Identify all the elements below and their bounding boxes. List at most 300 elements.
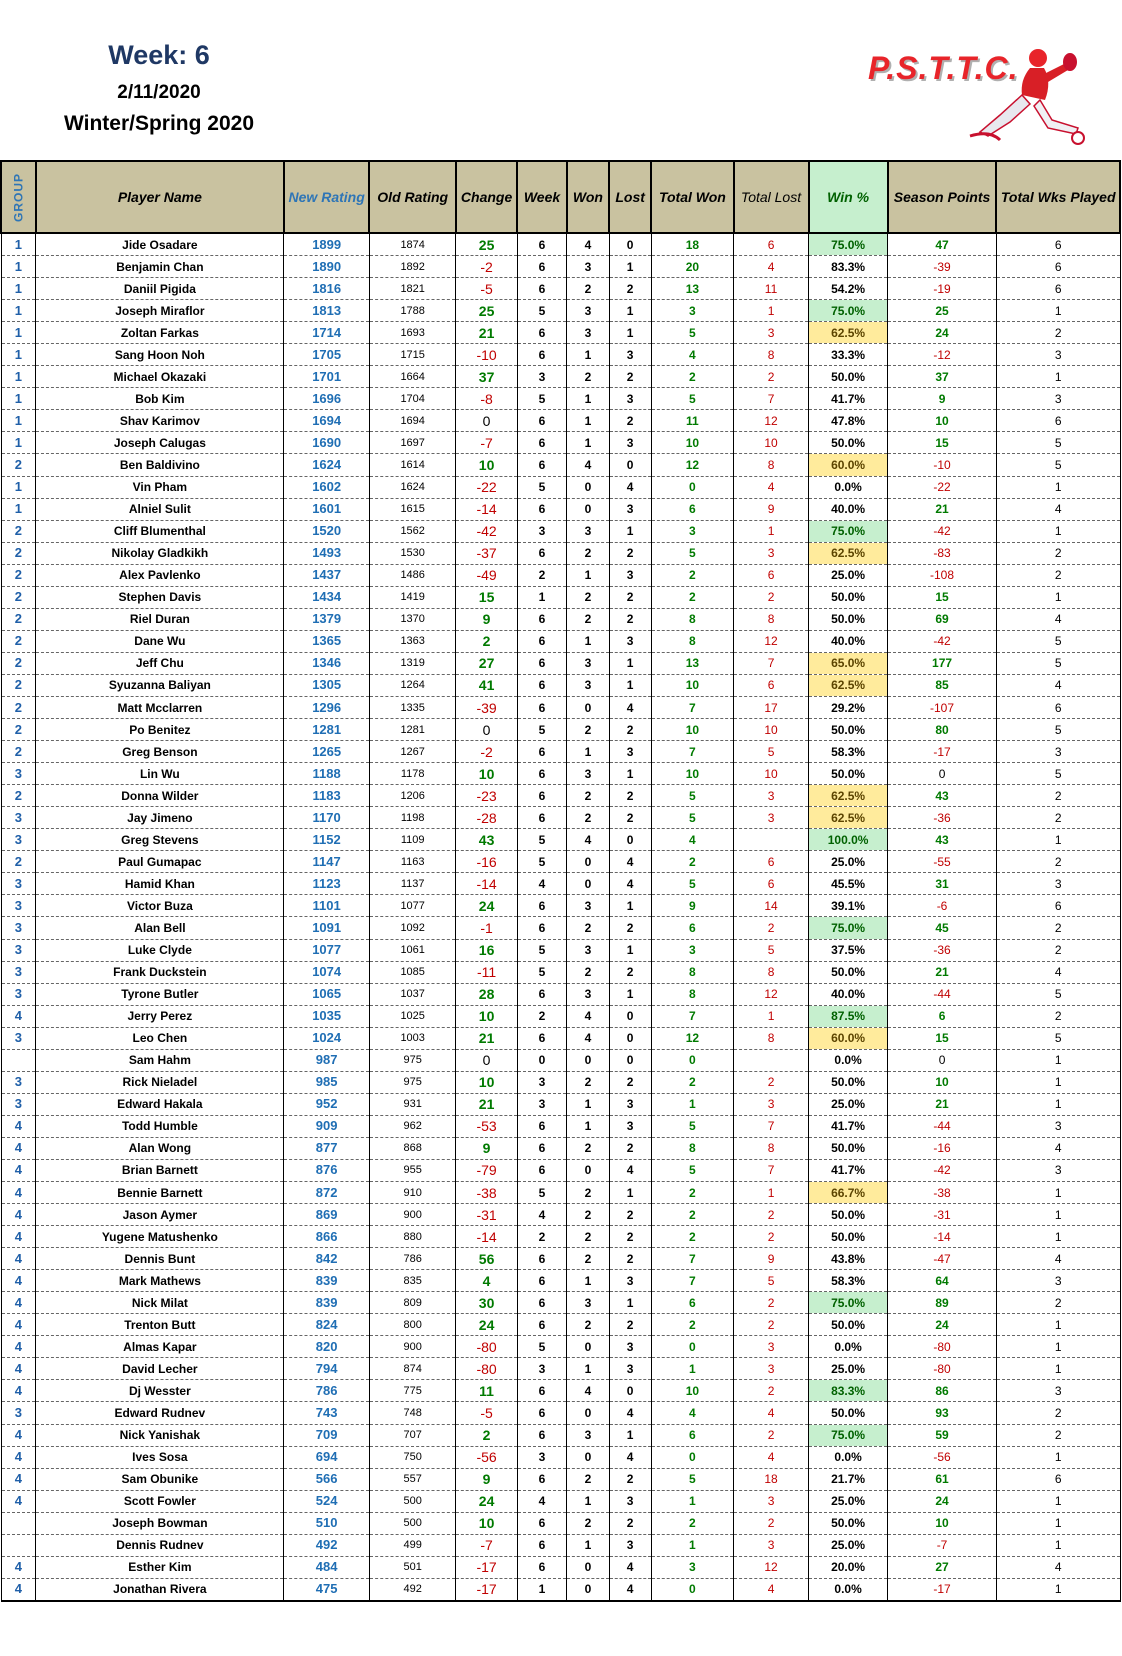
win-percent-cell: 50.0% bbox=[809, 366, 888, 388]
total-weeks-cell: 1 bbox=[996, 1071, 1120, 1093]
lost-cell: 0 bbox=[609, 1049, 651, 1071]
season-points-cell: 45 bbox=[888, 917, 997, 939]
table-row[interactable] bbox=[1, 741, 1120, 763]
week-cell: 1 bbox=[517, 586, 567, 608]
player-name-cell: Lin Wu bbox=[36, 763, 284, 785]
player-name-cell: Sam Obunike bbox=[36, 1468, 284, 1490]
col-header-old-rating[interactable]: Old Rating bbox=[369, 161, 456, 233]
table-row[interactable] bbox=[1, 1115, 1120, 1137]
total-won-cell: 10 bbox=[651, 763, 733, 785]
change-cell: -2 bbox=[456, 741, 517, 763]
table-row[interactable] bbox=[1, 388, 1120, 410]
table-row[interactable] bbox=[1, 564, 1120, 586]
change-cell: -80 bbox=[456, 1336, 517, 1358]
new-rating-cell: 475 bbox=[284, 1578, 370, 1601]
week-cell: 6 bbox=[517, 1314, 567, 1336]
old-rating-cell: 931 bbox=[369, 1093, 456, 1115]
new-rating-cell: 824 bbox=[284, 1314, 370, 1336]
week-cell: 6 bbox=[517, 1424, 567, 1446]
group-cell: 4 bbox=[1, 1424, 36, 1446]
table-row[interactable] bbox=[1, 1204, 1120, 1226]
win-percent-cell: 25.0% bbox=[809, 851, 888, 873]
lost-cell: 2 bbox=[609, 586, 651, 608]
total-weeks-cell: 2 bbox=[996, 1424, 1120, 1446]
win-percent-cell: 62.5% bbox=[809, 322, 888, 344]
table-row[interactable] bbox=[1, 961, 1120, 983]
old-rating-cell: 1693 bbox=[369, 322, 456, 344]
col-header-total-lost[interactable]: Total Lost bbox=[734, 161, 809, 233]
won-cell: 4 bbox=[567, 233, 609, 256]
group-cell: 4 bbox=[1, 1204, 36, 1226]
total-weeks-cell: 2 bbox=[996, 807, 1120, 829]
old-rating-cell: 900 bbox=[369, 1336, 456, 1358]
col-header-group[interactable]: GROUP bbox=[1, 161, 36, 233]
table-row[interactable] bbox=[1, 1071, 1120, 1093]
table-row[interactable] bbox=[1, 939, 1120, 961]
table-row[interactable] bbox=[1, 1380, 1120, 1402]
week-cell: 5 bbox=[517, 851, 567, 873]
won-cell: 1 bbox=[567, 741, 609, 763]
lost-cell: 1 bbox=[609, 895, 651, 917]
table-row[interactable] bbox=[1, 256, 1120, 278]
lost-cell: 2 bbox=[609, 917, 651, 939]
table-row[interactable] bbox=[1, 829, 1120, 851]
table-row[interactable] bbox=[1, 1402, 1120, 1424]
table-row[interactable] bbox=[1, 851, 1120, 873]
week-cell: 3 bbox=[517, 366, 567, 388]
win-percent-cell: 50.0% bbox=[809, 719, 888, 741]
table-row[interactable] bbox=[1, 630, 1120, 652]
table-row[interactable] bbox=[1, 917, 1120, 939]
old-rating-cell: 1137 bbox=[369, 873, 456, 895]
table-row[interactable] bbox=[1, 1159, 1120, 1181]
won-cell: 4 bbox=[567, 1005, 609, 1027]
total-weeks-cell: 6 bbox=[996, 696, 1120, 718]
group-cell: 4 bbox=[1, 1380, 36, 1402]
won-cell: 2 bbox=[567, 1512, 609, 1534]
won-cell: 0 bbox=[567, 1578, 609, 1601]
table-row[interactable] bbox=[1, 366, 1120, 388]
total-lost-cell: 1 bbox=[734, 1182, 809, 1204]
total-weeks-cell: 2 bbox=[996, 322, 1120, 344]
new-rating-cell: 987 bbox=[284, 1049, 370, 1071]
old-rating-cell: 975 bbox=[369, 1049, 456, 1071]
table-row[interactable] bbox=[1, 1512, 1120, 1534]
col-header-change[interactable]: Change bbox=[456, 161, 517, 233]
table-row[interactable] bbox=[1, 1468, 1120, 1490]
table-row[interactable] bbox=[1, 1005, 1120, 1027]
won-cell: 2 bbox=[567, 719, 609, 741]
total-won-cell: 8 bbox=[651, 983, 733, 1005]
old-rating-cell: 1624 bbox=[369, 476, 456, 498]
table-row[interactable] bbox=[1, 895, 1120, 917]
old-rating-cell: 1530 bbox=[369, 542, 456, 564]
total-weeks-cell: 3 bbox=[996, 1115, 1120, 1137]
change-cell: 21 bbox=[456, 322, 517, 344]
table-row[interactable] bbox=[1, 696, 1120, 718]
total-lost-cell: 4 bbox=[734, 256, 809, 278]
week-cell: 6 bbox=[517, 278, 567, 300]
won-cell: 1 bbox=[567, 1093, 609, 1115]
total-won-cell: 10 bbox=[651, 432, 733, 454]
new-rating-cell: 1170 bbox=[284, 807, 370, 829]
lost-cell: 3 bbox=[609, 741, 651, 763]
table-row[interactable] bbox=[1, 1490, 1120, 1512]
table-row[interactable] bbox=[1, 1292, 1120, 1314]
group-cell: 3 bbox=[1, 763, 36, 785]
win-percent-cell: 75.0% bbox=[809, 520, 888, 542]
lost-cell: 2 bbox=[609, 278, 651, 300]
total-won-cell: 5 bbox=[651, 873, 733, 895]
table-row[interactable] bbox=[1, 1556, 1120, 1578]
total-weeks-cell: 5 bbox=[996, 652, 1120, 674]
new-rating-cell: 1434 bbox=[284, 586, 370, 608]
player-name-cell: Trenton Butt bbox=[36, 1314, 284, 1336]
win-percent-cell: 87.5% bbox=[809, 1005, 888, 1027]
player-name-cell: Mark Mathews bbox=[36, 1270, 284, 1292]
total-won-cell: 18 bbox=[651, 233, 733, 256]
win-percent-cell: 50.0% bbox=[809, 1314, 888, 1336]
lost-cell: 3 bbox=[609, 630, 651, 652]
total-won-cell: 13 bbox=[651, 652, 733, 674]
total-won-cell: 5 bbox=[651, 785, 733, 807]
total-weeks-cell: 2 bbox=[996, 785, 1120, 807]
table-row[interactable] bbox=[1, 1137, 1120, 1159]
table-row[interactable] bbox=[1, 983, 1120, 1005]
group-cell: 2 bbox=[1, 741, 36, 763]
win-percent-cell: 50.0% bbox=[809, 432, 888, 454]
total-won-cell: 4 bbox=[651, 829, 733, 851]
lost-cell: 1 bbox=[609, 983, 651, 1005]
player-name-cell: Jerry Perez bbox=[36, 1005, 284, 1027]
week-cell: 6 bbox=[517, 1137, 567, 1159]
table-row[interactable] bbox=[1, 278, 1120, 300]
total-weeks-cell: 3 bbox=[996, 344, 1120, 366]
col-header-win-percent[interactable]: Win % bbox=[809, 161, 888, 233]
lost-cell: 4 bbox=[609, 1578, 651, 1601]
lost-cell: 1 bbox=[609, 300, 651, 322]
col-header-week[interactable]: Week bbox=[517, 161, 567, 233]
total-won-cell: 2 bbox=[651, 366, 733, 388]
new-rating-cell: 1077 bbox=[284, 939, 370, 961]
total-lost-cell: 2 bbox=[734, 586, 809, 608]
total-weeks-cell: 1 bbox=[996, 1314, 1120, 1336]
week-cell: 6 bbox=[517, 1512, 567, 1534]
table-row[interactable] bbox=[1, 1270, 1120, 1292]
total-weeks-cell: 5 bbox=[996, 432, 1120, 454]
won-cell: 1 bbox=[567, 388, 609, 410]
col-header-player-name[interactable]: Player Name bbox=[36, 161, 284, 233]
old-rating-cell: 1370 bbox=[369, 608, 456, 630]
season-points-cell: 10 bbox=[888, 1071, 997, 1093]
total-lost-cell: 9 bbox=[734, 1248, 809, 1270]
week-cell: 3 bbox=[517, 1093, 567, 1115]
table-row[interactable] bbox=[1, 300, 1120, 322]
total-won-cell: 2 bbox=[651, 1512, 733, 1534]
table-row[interactable] bbox=[1, 498, 1120, 520]
total-lost-cell: 3 bbox=[734, 1336, 809, 1358]
lost-cell: 4 bbox=[609, 1556, 651, 1578]
table-row[interactable] bbox=[1, 1424, 1120, 1446]
player-name-cell: Edward Rudnev bbox=[36, 1402, 284, 1424]
total-weeks-cell: 6 bbox=[996, 256, 1120, 278]
change-cell: 15 bbox=[456, 586, 517, 608]
player-name-cell: Jide Osadare bbox=[36, 233, 284, 256]
total-won-cell: 5 bbox=[651, 322, 733, 344]
week-cell: 4 bbox=[517, 873, 567, 895]
player-name-cell: Shav Karimov bbox=[36, 410, 284, 432]
player-name-cell: Hamid Khan bbox=[36, 873, 284, 895]
old-rating-cell: 1874 bbox=[369, 233, 456, 256]
table-row[interactable] bbox=[1, 586, 1120, 608]
group-cell bbox=[1, 1049, 36, 1071]
total-weeks-cell: 4 bbox=[996, 674, 1120, 696]
table-row[interactable] bbox=[1, 233, 1120, 256]
week-title: Week: 6 bbox=[108, 40, 210, 70]
table-row[interactable] bbox=[1, 1027, 1120, 1049]
total-lost-cell: 5 bbox=[734, 939, 809, 961]
player-name-cell: Tyrone Butler bbox=[36, 983, 284, 1005]
win-percent-cell: 21.7% bbox=[809, 1468, 888, 1490]
table-row[interactable] bbox=[1, 763, 1120, 785]
season-points-cell: 21 bbox=[888, 498, 997, 520]
total-won-cell: 10 bbox=[651, 719, 733, 741]
won-cell: 3 bbox=[567, 939, 609, 961]
lost-cell: 4 bbox=[609, 851, 651, 873]
player-name-cell: Jay Jimeno bbox=[36, 807, 284, 829]
table-row[interactable] bbox=[1, 652, 1120, 674]
logo-text: P.S.T.T.C. bbox=[868, 50, 1019, 86]
total-won-cell: 8 bbox=[651, 1137, 733, 1159]
player-name-cell: Rick Nieladel bbox=[36, 1071, 284, 1093]
table-row[interactable] bbox=[1, 432, 1120, 454]
total-lost-cell: 7 bbox=[734, 1159, 809, 1181]
total-lost-cell: 6 bbox=[734, 851, 809, 873]
table-row[interactable] bbox=[1, 1314, 1120, 1336]
total-lost-cell: 3 bbox=[734, 785, 809, 807]
change-cell: -5 bbox=[456, 278, 517, 300]
table-row[interactable] bbox=[1, 1182, 1120, 1204]
table-row[interactable] bbox=[1, 1578, 1120, 1601]
table-row[interactable] bbox=[1, 785, 1120, 807]
group-cell: 2 bbox=[1, 542, 36, 564]
total-won-cell: 5 bbox=[651, 807, 733, 829]
total-won-cell: 0 bbox=[651, 1578, 733, 1601]
total-lost-cell bbox=[734, 829, 809, 851]
win-percent-cell: 41.7% bbox=[809, 1159, 888, 1181]
player-name-cell: Joseph Calugas bbox=[36, 432, 284, 454]
table-row[interactable] bbox=[1, 1049, 1120, 1071]
group-cell: 2 bbox=[1, 454, 36, 476]
old-rating-cell: 1109 bbox=[369, 829, 456, 851]
won-cell: 2 bbox=[567, 608, 609, 630]
player-name-cell: Paul Gumapac bbox=[36, 851, 284, 873]
total-lost-cell: 12 bbox=[734, 1556, 809, 1578]
col-header-total-won[interactable]: Total Won bbox=[651, 161, 733, 233]
col-header-new-rating[interactable]: New Rating bbox=[284, 161, 370, 233]
win-percent-cell: 25.0% bbox=[809, 1534, 888, 1556]
group-cell: 4 bbox=[1, 1446, 36, 1468]
season-points-cell: 10 bbox=[888, 410, 997, 432]
old-rating-cell: 1178 bbox=[369, 763, 456, 785]
col-header-total-weeks-played[interactable]: Total Wks Played bbox=[996, 161, 1120, 233]
season-points-cell: 61 bbox=[888, 1468, 997, 1490]
change-cell: -53 bbox=[456, 1115, 517, 1137]
total-won-cell: 5 bbox=[651, 542, 733, 564]
win-percent-cell: 25.0% bbox=[809, 1358, 888, 1380]
total-weeks-cell: 4 bbox=[996, 1137, 1120, 1159]
week-cell: 5 bbox=[517, 388, 567, 410]
old-rating-cell: 1206 bbox=[369, 785, 456, 807]
col-header-won[interactable]: Won bbox=[567, 161, 609, 233]
total-lost-cell: 1 bbox=[734, 300, 809, 322]
new-rating-cell: 1705 bbox=[284, 344, 370, 366]
table-row[interactable] bbox=[1, 873, 1120, 895]
new-rating-cell: 1493 bbox=[284, 542, 370, 564]
player-name-cell: Jason Aymer bbox=[36, 1204, 284, 1226]
lost-cell: 2 bbox=[609, 785, 651, 807]
old-rating-cell: 868 bbox=[369, 1137, 456, 1159]
total-won-cell: 0 bbox=[651, 1336, 733, 1358]
player-name-cell: Bob Kim bbox=[36, 388, 284, 410]
total-lost-cell: 10 bbox=[734, 763, 809, 785]
win-percent-cell: 40.0% bbox=[809, 498, 888, 520]
total-weeks-cell: 1 bbox=[996, 1093, 1120, 1115]
total-won-cell: 3 bbox=[651, 300, 733, 322]
season-points-cell: -39 bbox=[888, 256, 997, 278]
total-lost-cell: 8 bbox=[734, 454, 809, 476]
col-header-season-points[interactable]: Season Points bbox=[888, 161, 997, 233]
total-won-cell: 3 bbox=[651, 1556, 733, 1578]
old-rating-cell: 1694 bbox=[369, 410, 456, 432]
new-rating-cell: 1091 bbox=[284, 917, 370, 939]
table-row[interactable] bbox=[1, 476, 1120, 498]
group-cell: 3 bbox=[1, 1093, 36, 1115]
total-weeks-cell: 4 bbox=[996, 608, 1120, 630]
season-points-cell: -31 bbox=[888, 1204, 997, 1226]
season-points-cell: -108 bbox=[888, 564, 997, 586]
old-rating-cell: 835 bbox=[369, 1270, 456, 1292]
new-rating-cell: 1065 bbox=[284, 983, 370, 1005]
table-row[interactable] bbox=[1, 1534, 1120, 1556]
lost-cell: 2 bbox=[609, 1248, 651, 1270]
total-lost-cell: 4 bbox=[734, 476, 809, 498]
old-rating-cell: 880 bbox=[369, 1226, 456, 1248]
col-header-lost[interactable]: Lost bbox=[609, 161, 651, 233]
player-name-cell: Dane Wu bbox=[36, 630, 284, 652]
group-cell: 2 bbox=[1, 608, 36, 630]
player-name-cell: Nikolay Gladkikh bbox=[36, 542, 284, 564]
player-name-cell: Ben Baldivino bbox=[36, 454, 284, 476]
win-percent-cell: 43.8% bbox=[809, 1248, 888, 1270]
lost-cell: 1 bbox=[609, 1182, 651, 1204]
old-rating-cell: 1419 bbox=[369, 586, 456, 608]
change-cell: 21 bbox=[456, 1027, 517, 1049]
total-lost-cell: 7 bbox=[734, 388, 809, 410]
club-logo bbox=[860, 40, 1100, 150]
win-percent-cell: 0.0% bbox=[809, 1446, 888, 1468]
lost-cell: 3 bbox=[609, 1336, 651, 1358]
table-row[interactable] bbox=[1, 520, 1120, 542]
week-cell: 1 bbox=[517, 1578, 567, 1601]
week-cell: 6 bbox=[517, 344, 567, 366]
table-row[interactable] bbox=[1, 322, 1120, 344]
table-row[interactable] bbox=[1, 542, 1120, 564]
total-weeks-cell: 4 bbox=[996, 961, 1120, 983]
table-row[interactable] bbox=[1, 1446, 1120, 1468]
player-name-cell: Scott Fowler bbox=[36, 1490, 284, 1512]
table-row[interactable] bbox=[1, 719, 1120, 741]
won-cell: 3 bbox=[567, 763, 609, 785]
change-cell: -56 bbox=[456, 1446, 517, 1468]
group-cell: 4 bbox=[1, 1182, 36, 1204]
table-row[interactable] bbox=[1, 454, 1120, 476]
total-won-cell: 8 bbox=[651, 608, 733, 630]
table-row[interactable] bbox=[1, 1093, 1120, 1115]
win-percent-cell: 25.0% bbox=[809, 1490, 888, 1512]
lost-cell: 0 bbox=[609, 1005, 651, 1027]
week-cell: 6 bbox=[517, 1027, 567, 1049]
total-won-cell: 5 bbox=[651, 1468, 733, 1490]
player-name-cell: Joseph Miraflor bbox=[36, 300, 284, 322]
won-cell: 2 bbox=[567, 1468, 609, 1490]
change-cell: -10 bbox=[456, 344, 517, 366]
won-cell: 2 bbox=[567, 586, 609, 608]
week-cell: 6 bbox=[517, 608, 567, 630]
total-weeks-cell: 6 bbox=[996, 410, 1120, 432]
season-points-cell: -80 bbox=[888, 1358, 997, 1380]
old-rating-cell: 1697 bbox=[369, 432, 456, 454]
table-row[interactable] bbox=[1, 1336, 1120, 1358]
total-lost-cell: 3 bbox=[734, 1358, 809, 1380]
total-lost-cell: 8 bbox=[734, 961, 809, 983]
total-won-cell: 6 bbox=[651, 917, 733, 939]
won-cell: 0 bbox=[567, 1159, 609, 1181]
player-name-cell: Luke Clyde bbox=[36, 939, 284, 961]
new-rating-cell: 1074 bbox=[284, 961, 370, 983]
total-lost-cell: 2 bbox=[734, 366, 809, 388]
lost-cell: 2 bbox=[609, 807, 651, 829]
won-cell: 1 bbox=[567, 1490, 609, 1512]
new-rating-cell: 743 bbox=[284, 1402, 370, 1424]
table-row[interactable] bbox=[1, 1226, 1120, 1248]
player-name-cell: Esther Kim bbox=[36, 1556, 284, 1578]
total-weeks-cell: 1 bbox=[996, 1578, 1120, 1601]
week-cell: 6 bbox=[517, 542, 567, 564]
old-rating-cell: 800 bbox=[369, 1314, 456, 1336]
table-row[interactable] bbox=[1, 1248, 1120, 1270]
season-points-cell: 69 bbox=[888, 608, 997, 630]
new-rating-cell: 1024 bbox=[284, 1027, 370, 1049]
won-cell: 2 bbox=[567, 1182, 609, 1204]
total-lost-cell: 4 bbox=[734, 1402, 809, 1424]
group-cell: 1 bbox=[1, 278, 36, 300]
table-row[interactable] bbox=[1, 674, 1120, 696]
total-weeks-cell: 5 bbox=[996, 763, 1120, 785]
table-row[interactable] bbox=[1, 1358, 1120, 1380]
old-rating-cell: 775 bbox=[369, 1380, 456, 1402]
new-rating-cell: 1265 bbox=[284, 741, 370, 763]
table-row[interactable] bbox=[1, 807, 1120, 829]
table-row[interactable] bbox=[1, 344, 1120, 366]
table-row[interactable] bbox=[1, 608, 1120, 630]
table-row[interactable] bbox=[1, 410, 1120, 432]
group-cell: 4 bbox=[1, 1115, 36, 1137]
total-won-cell: 2 bbox=[651, 1314, 733, 1336]
change-cell: 0 bbox=[456, 719, 517, 741]
total-weeks-cell: 5 bbox=[996, 630, 1120, 652]
week-cell: 6 bbox=[517, 432, 567, 454]
